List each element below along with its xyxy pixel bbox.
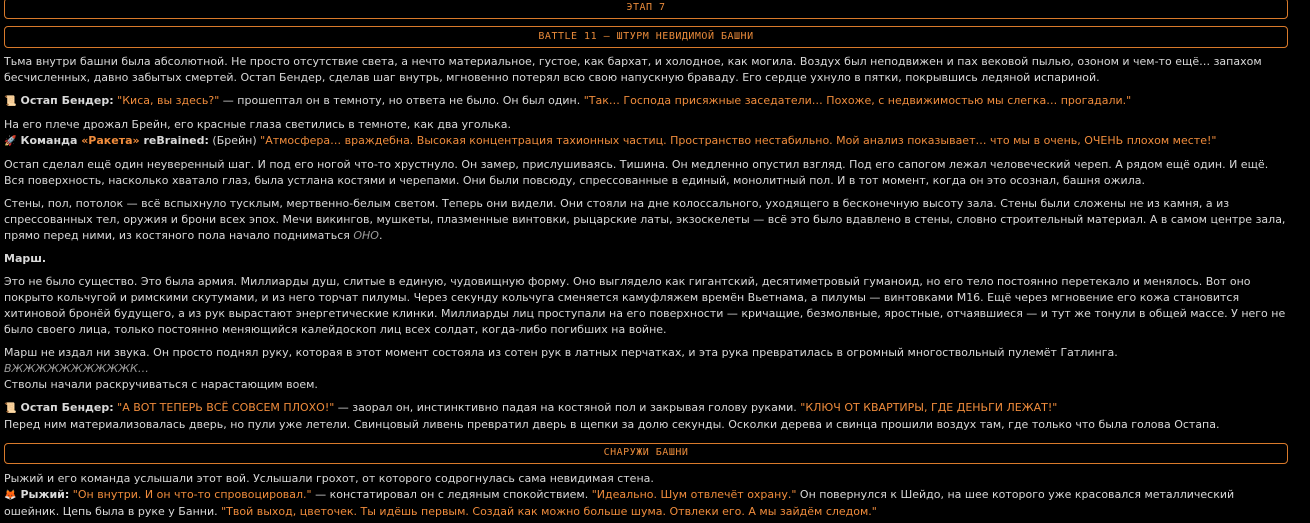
narration: — прошептал он в темноту, но ответа не было. Он был один.: [219, 94, 584, 107]
speaker-name: reBrained:: [139, 134, 209, 147]
narration: — заорал он, инстинктивно падая на костяной пол и закрывая голову руками.: [334, 401, 801, 414]
quote: "Идеально. Шум отвлечёт охрану.": [591, 488, 797, 501]
quote: "КЛЮЧ ОТ КВАРТИРЫ, ГДЕ ДЕНЬГИ ЛЕЖАТ!": [800, 401, 1058, 414]
quote: "Твой выход, цветочек. Ты идёшь первым. Создай как можно больше шума. Отвлеки его. А мы зайдём следом.": [221, 505, 877, 518]
quote: "Атмосфера… враждебна. Высокая концентрация тахионных частиц. Пространство нестабильно. Мой анализ показывает… что мы в очень, ОЧЕНЬ плохом месте!": [260, 134, 1217, 147]
dialogue-ostap: [4, 93, 1288, 110]
speaker-name: Остап Бендер:: [20, 94, 114, 107]
book-icon: 📜: [4, 96, 17, 107]
narration-paragraph: На его плече дрожал Брейн, его красные глаза светились в темноте, как два уголька.: [4, 118, 511, 131]
speaker-label: Команда: [20, 134, 82, 147]
narration-paragraph: Рыжий и его команда услышали этот вой. Услышали грохот, от которого содрогнулась сама невидимая стена.: [4, 472, 654, 485]
dialogue-ostap: [4, 400, 1288, 417]
stage-banner: ЭТАП 7: [4, 0, 1288, 19]
speaker-alias: (Брейн): [208, 134, 261, 147]
emphasis: ОНО: [353, 229, 379, 242]
narration-paragraph: Стволы начали раскручиваться с нарастающим воем.: [4, 378, 318, 391]
narration-paragraph: Остап сделал ещё один неуверенный шаг. И под его ногой что-то хрустнуло. Он замер, прислушиваясь. Тишина. Он медленно опустил взгляд. Под его сапогом лежал человеческий череп. А рядом ещё один. И ещё. Вся поверхность, насколько хватало глаз, была устлана костями и черепами. Они были повсюду, спрессованные в единый, монолитный пол. И в тот момент, когда он это осознал, башня ожила.: [4, 158, 1269, 187]
speaker-name: Рыжий:: [20, 488, 70, 501]
dialogue-team: [4, 133, 1288, 150]
narration-paragraph: Стены, пол, потолок — всё вспыхнуло тусклым, мертвенно-белым светом. Теперь они видели. Они стояли на дне колоссального, уходящего в бесконечную высоту зала. Стены были сложены не из камня, а из спрессованных тел, оружия и брони всех эпох. Мечи викингов, мушкеты, плазменные винтовки, рыцарские латы, экзоскелеты — всё это было вдавлено в стены, словно строительный материал. А в самом центре зала, прямо перед ними, из костяного пола начало подниматься ОНО.: [4, 197, 1286, 242]
quote: "А ВОТ ТЕПЕРЬ ВСЁ СОВСЕМ ПЛОХО!": [117, 401, 335, 414]
section-label: Марш.: [4, 252, 47, 265]
dialogue-ryzhiy: [4, 487, 1288, 520]
team-name: «Ракета»: [81, 134, 140, 147]
speaker-name: Остап Бендер:: [20, 401, 114, 414]
narration-paragraph: Тьма внутри башни была абсолютной. Не просто отсутствие света, а нечто материальное, густое, как бархат, и холодное, как могила. Воздух был неподвижен и пах вековой пылью, озоном и чем-то ещё… запахом бесчисленных, давно забытых смертей. Остап Бендер, сделав шаг внутрь, мгновенно потерял всю свою напускную браваду. Его сердце ухнуло в пятки, покрывшись ледяной испариной.: [4, 55, 1262, 84]
narration-paragraph: Это не было существо. Это была армия. Миллиарды душ, слитые в единую, чудовищную форму. Оно выглядело как гигантский, десятиметровый гуманоид, но его тело постоянно перетекало и менялось. Вот оно покрыто кольчугой и римскими скутумами, и из него торчат пилумы. Через секунду кольчуга сменяется камуфляжем времён Вьетнама, а пилумы — винтовками М16. Ещё через мгновение его кожа становится хитиновой бронёй будущего, а из рук вырастают энергетические клинки. Миллиарды лиц проступали на его поверхности — кричащие, безмолвные, яростные, отчаявшиеся — и тут же тонули в общей массе. У него не было своего лица, только постоянно меняющийся калейдоскоп лиц всех солдат, когда-либо погибших на войне.: [4, 275, 1286, 336]
quote: "Киса, вы здесь?": [117, 94, 220, 107]
section-banner-outside: СНАРУЖИ БАШНИ: [4, 443, 1288, 464]
sound-effect: ВЖЖЖЖЖЖЖЖЖЖК…: [4, 362, 149, 375]
narration-paragraph: Перед ним материализовалась дверь, но пули уже летели. Свинцовый ливень превратил дверь в щепки за долю секунды. Осколки дерева и свинца прошили воздух там, где только что была голова Остапа.: [4, 418, 1220, 431]
narration: — констатировал он с ледяным спокойствием.: [311, 488, 592, 501]
battle-title-banner: BATTLE 11 – ШТУРМ НЕВИДИМОЙ БАШНИ: [4, 26, 1288, 48]
rocket-icon: 🚀: [4, 136, 17, 147]
fox-icon: 🦊: [4, 490, 17, 501]
narration: Он повернулся к Шейдо, на шее которого уже красовался металлический ошейник. Цепь была в руке у Банни.: [4, 488, 1235, 518]
quote: "Он внутри. И он что-то спровоцировал.": [72, 488, 312, 501]
quote: "Так… Господа присяжные заседатели… Похоже, с недвижимостью мы слегка… прогадали.": [583, 94, 1132, 107]
narration-paragraph: Марш не издал ни звука. Он просто поднял руку, которая в этот момент состояла из сотен рук в латных перчатках, и эта рука превратилась в огромный многоствольный пулемёт Гатлинга.: [4, 346, 1118, 359]
book-icon: 📜: [4, 403, 17, 414]
